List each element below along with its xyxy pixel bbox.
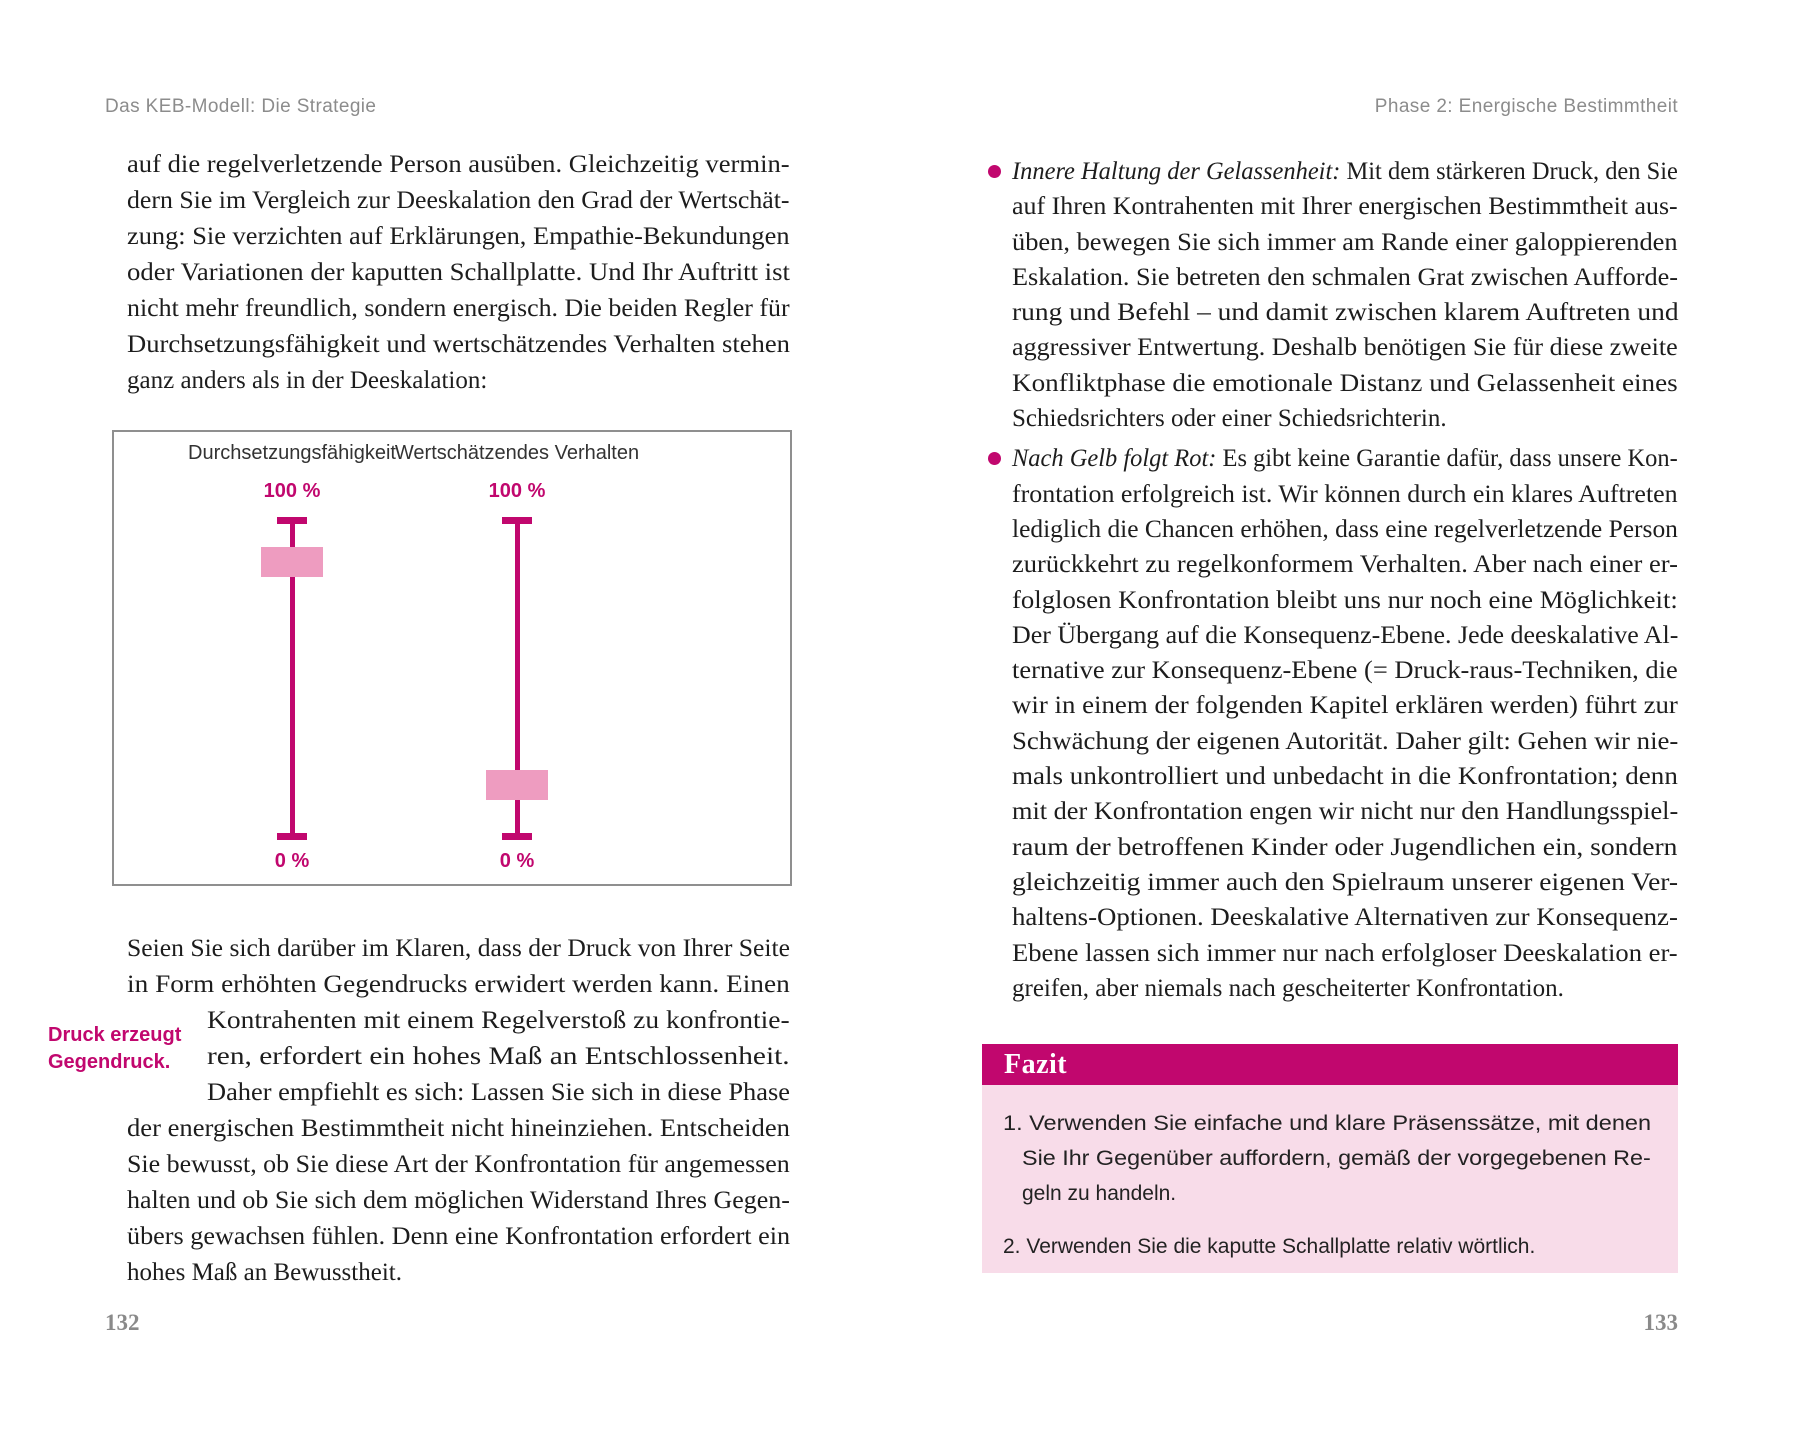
text-line: Der Übergang auf die Konsequenz-Ebene. Jede deeskalative Al- (1012, 621, 1679, 649)
text-line: Eskalation. Sie betreten den schmalen Grat zwischen Aufforde- (1012, 263, 1679, 291)
text-line: mals unkontrolliert und unbedacht in die Konfrontation; denn (1012, 763, 1678, 791)
text-line: haltens-Optionen. Deeskalative Alternativen zur Konsequenz- (1012, 904, 1678, 932)
text-line: hohes Maß an Bewusstheit. (127, 1259, 402, 1286)
slider-knob (486, 770, 548, 800)
slider-max-label: 100 % (488, 480, 546, 502)
text-line: auf die regelverletzende Person ausüben. Gleichzeitig vermin- (127, 151, 790, 178)
text-line: ren, erfordert ein hohes Maß an Entschlossenheit. (207, 1043, 790, 1070)
text-line: gleichzeitig immer auch den Spielraum unserer eigenen Ver- (1012, 868, 1679, 896)
text-line: zung: Sie verzichten auf Erklärungen, Empathie-Bekundungen (127, 223, 790, 250)
text-line: folglosen Konfrontation bleibt uns nur noch eine Möglichkeit: (1012, 586, 1678, 614)
slider-min-label: 0 % (499, 850, 535, 872)
text-line: der energischen Bestimmtheit nicht hineinziehen. Entscheiden (127, 1115, 790, 1142)
slider-max-label: 100 % (263, 480, 321, 502)
fazit-box (982, 1044, 1678, 1273)
text-line: geln zu handeln. (1022, 1182, 1177, 1205)
text-line: in Form erhöhten Gegendrucks erwidert werden kann. Einen (127, 971, 790, 998)
text-line: oder Variationen der kaputten Schallplatte. Und Ihr Auftritt ist (127, 259, 790, 286)
body-paragraph-2 (127, 931, 790, 1291)
body-paragraph-1 (127, 147, 790, 399)
text-line: lediglich die Chancen erhöhen, dass eine regelverletzende Person (1012, 515, 1678, 543)
text-line: 2. Verwenden Sie die kaputte Schallplatte relativ wörtlich. (1003, 1235, 1536, 1258)
slider-min-label: 0 % (274, 850, 310, 872)
margin-note-line: Druck erzeugt (48, 1024, 182, 1046)
page-number-right: 133 (1643, 1310, 1678, 1335)
bullet-item (1012, 441, 1678, 1006)
text-line: 1. Verwenden Sie einfache und klare Präsenssätze, mit denen (1003, 1112, 1652, 1135)
text-line: Durchsetzungsfähigkeit und wertschätzendes Verhalten stehen (127, 331, 790, 358)
text-line: zurückkehrt zu regelkonformem Verhalten. Aber nach einer er- (1012, 551, 1678, 579)
text-line: Konfliktphase die emotionale Distanz und Gelassenheit eines (1012, 369, 1678, 397)
bullet-item (1012, 154, 1678, 436)
text-line: frontation erfolgreich ist. Wir können durch ein klares Auftreten (1012, 480, 1678, 508)
slider-figure (112, 430, 792, 886)
text-line: Kontrahenten mit einem Regelverstoß zu konfrontie- (207, 1007, 790, 1034)
slider-knob (261, 547, 323, 577)
text-line: üben, bewegen Sie sich immer am Rande einer galoppierenden (1012, 228, 1678, 256)
slider-top-cap (277, 517, 307, 524)
text-line: Schiedsrichters oder einer Schiedsrichterin. (1012, 405, 1447, 433)
fazit-item (1003, 1106, 1651, 1211)
running-head-left: Das KEB-Modell: Die Strategie (105, 96, 377, 117)
text-line: Schwächung der eigenen Autorität. Daher gilt: Gehen wir nie- (1012, 727, 1679, 755)
text-line: ganz anders als in der Deeskalation: (127, 367, 488, 394)
slider-top-cap (502, 517, 532, 524)
text-line: wir in einem der folgenden Kapitel erklären werden) führt zur (1012, 692, 1678, 720)
text-line: auf Ihren Kontrahenten mit Ihrer energischen Bestimmtheit aus- (1012, 193, 1678, 221)
text-line: aggressiver Entwertung. Deshalb benötigen Sie für diese zweite (1012, 334, 1678, 362)
text-line: Ebene lassen sich immer nur nach erfolgloser Deeskalation er- (1012, 939, 1678, 967)
text-line: Nach Gelb folgt Rot: Es gibt keine Garantie dafür, dass unsere Kon- (1012, 445, 1678, 473)
text-line: mit der Konfrontation engen wir nicht nur den Handlungsspiel- (1012, 798, 1679, 826)
slider-bottom-cap (502, 833, 532, 840)
text-line: nicht mehr freundlich, sondern energisch. Die beiden Regler für (127, 295, 790, 322)
bullet-list (1012, 154, 1678, 1011)
fazit-title: Fazit (1004, 1048, 1068, 1080)
slider-bottom-cap (277, 833, 307, 840)
page-number-left: 132 (105, 1310, 140, 1335)
bullet-lead: Innere Haltung der Gelassenheit: (1012, 158, 1347, 185)
text-line: ternative zur Konsequenz-Ebene (= Druck-raus-Techniken, die (1012, 657, 1678, 685)
text-line: Daher empfiehlt es sich: Lassen Sie sich in diese Phase (207, 1079, 790, 1106)
text-line: greifen, aber niemals nach gescheiterter Konfrontation. (1012, 974, 1564, 1002)
bullet-dot-icon (988, 452, 1001, 465)
bullet-dot-icon (988, 165, 1001, 178)
text-line: rung und Befehl – und damit zwischen klarem Auftreten und (1012, 299, 1679, 327)
fazit-item (1003, 1229, 1651, 1264)
margin-note-line: Gegendruck. (48, 1051, 171, 1073)
slider-label: Wertschätzendes Verhalten (394, 442, 640, 464)
text-line: raum der betroffenen Kinder oder Jugendlichen ein, sondern (1012, 833, 1678, 861)
slider-label: Durchsetzungsfähigkeit (188, 442, 396, 464)
fazit-body (982, 1085, 1678, 1273)
figure-slider (367, 432, 667, 884)
text-line: Seien Sie sich darüber im Klaren, dass der Druck von Ihrer Seite (127, 935, 791, 962)
text-line: halten und ob Sie sich dem möglichen Widerstand Ihres Gegen- (127, 1187, 790, 1214)
text-line: Innere Haltung der Gelassenheit: Mit dem stärkeren Druck, den Sie (1012, 158, 1678, 185)
fazit-header (982, 1044, 1678, 1085)
bullet-lead: Nach Gelb folgt Rot: (1012, 445, 1223, 473)
text-line: Sie bewusst, ob Sie diese Art der Konfrontation für angemessen (127, 1151, 790, 1178)
text-line: übers gewachsen fühlen. Denn eine Konfrontation erfordert ein (127, 1223, 791, 1250)
text-line: dern Sie im Vergleich zur Deeskalation den Grad der Wertschät- (127, 187, 790, 214)
running-head-right: Phase 2: Energische Bestimmtheit (1374, 96, 1678, 117)
text-line: Sie Ihr Gegenüber auffordern, gemäß der vorgegebenen Re- (1022, 1147, 1651, 1170)
